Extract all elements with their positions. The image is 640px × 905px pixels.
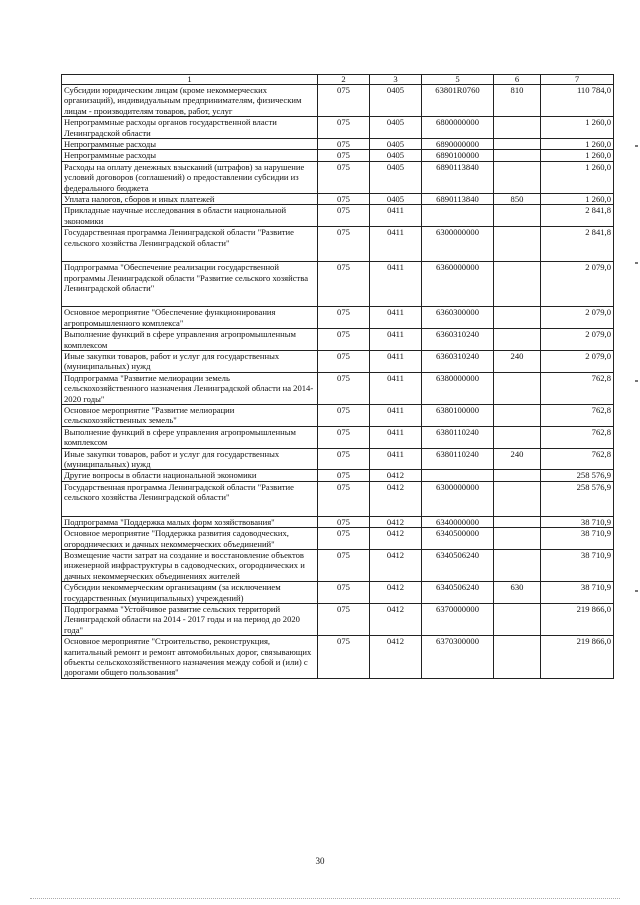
row-expense-type bbox=[494, 205, 541, 227]
row-expense-type: 810 bbox=[494, 85, 541, 117]
row-section: 0411 bbox=[370, 350, 422, 372]
row-gv: 075 bbox=[318, 117, 370, 139]
row-name: Иные закупки товаров, работ и услуг для государственных (муниципальных) нужд bbox=[62, 448, 318, 470]
row-section: 0412 bbox=[370, 470, 422, 481]
table-row bbox=[62, 139, 614, 150]
row-target-code: 6380110240 bbox=[422, 448, 494, 470]
scan-edge-mark bbox=[635, 380, 638, 382]
table-row bbox=[62, 516, 614, 527]
row-expense-type bbox=[494, 161, 541, 193]
table-row bbox=[62, 350, 614, 372]
row-target-code: 6340500000 bbox=[422, 528, 494, 550]
row-gv: 075 bbox=[318, 636, 370, 679]
table-row bbox=[62, 404, 614, 426]
row-gv: 075 bbox=[318, 481, 370, 516]
row-sum: 1 260,0 bbox=[541, 150, 614, 161]
row-sum: 2 841,8 bbox=[541, 205, 614, 227]
row-gv: 075 bbox=[318, 582, 370, 604]
row-sum: 38 710,9 bbox=[541, 582, 614, 604]
table-row bbox=[62, 227, 614, 262]
row-sum: 219 866,0 bbox=[541, 604, 614, 636]
row-section: 0412 bbox=[370, 604, 422, 636]
header-col-5: 5 bbox=[422, 75, 494, 85]
row-sum: 38 710,9 bbox=[541, 550, 614, 582]
table-row bbox=[62, 481, 614, 516]
row-gv: 075 bbox=[318, 448, 370, 470]
row-name: Субсидии юридическим лицам (кроме некоммерческих организаций), индивидуальным предпринимателям, физическим лицам - производителям товаров, работ, услуг bbox=[62, 85, 318, 117]
row-section: 0412 bbox=[370, 550, 422, 582]
row-name: Подпрограмма "Обеспечение реализации государственной программы Ленинградской области "Развитие сельского хозяйства Ленинградской области" bbox=[62, 262, 318, 307]
row-name: Основное мероприятие "Строительство, реконструкция, капитальный ремонт и ремонт автомобильных дорог, связывающих объекты сельскохозяйственного назначения между собой и (или) с дорогами общего пользования" bbox=[62, 636, 318, 679]
row-expense-type bbox=[494, 481, 541, 516]
scan-edge-mark bbox=[635, 145, 638, 147]
row-gv: 075 bbox=[318, 350, 370, 372]
table-row bbox=[62, 205, 614, 227]
row-target-code bbox=[422, 470, 494, 481]
table-row bbox=[62, 636, 614, 679]
header-col-6: 6 bbox=[494, 75, 541, 85]
row-expense-type: 850 bbox=[494, 194, 541, 205]
row-expense-type: 630 bbox=[494, 582, 541, 604]
header-col-7: 7 bbox=[541, 75, 614, 85]
row-sum: 762,8 bbox=[541, 372, 614, 404]
row-sum: 762,8 bbox=[541, 404, 614, 426]
row-expense-type: 240 bbox=[494, 350, 541, 372]
row-section: 0405 bbox=[370, 117, 422, 139]
row-sum: 2 079,0 bbox=[541, 350, 614, 372]
row-gv: 075 bbox=[318, 528, 370, 550]
row-expense-type bbox=[494, 636, 541, 679]
row-target-code: 6370300000 bbox=[422, 636, 494, 679]
row-name: Возмещение части затрат на создание и восстановление объектов инженерной инфраструктуры в садоводческих, огороднических и дачных некоммерческих объединениях жителей bbox=[62, 550, 318, 582]
row-expense-type bbox=[494, 150, 541, 161]
row-name: Подпрограмма "Развитие мелиорации земель сельскохозяйственного назначения Ленинградской области на 2014-2020 годы" bbox=[62, 372, 318, 404]
row-target-code: 63801R0760 bbox=[422, 85, 494, 117]
row-name: Непрограммные расходы bbox=[62, 150, 318, 161]
row-section: 0412 bbox=[370, 636, 422, 679]
row-gv: 075 bbox=[318, 404, 370, 426]
row-sum: 2 079,0 bbox=[541, 329, 614, 351]
row-name: Непрограммные расходы bbox=[62, 139, 318, 150]
row-sum: 110 784,0 bbox=[541, 85, 614, 117]
row-name: Другие вопросы в области национальной экономики bbox=[62, 470, 318, 481]
row-expense-type bbox=[494, 470, 541, 481]
row-gv: 075 bbox=[318, 150, 370, 161]
row-sum: 1 260,0 bbox=[541, 194, 614, 205]
row-section: 0411 bbox=[370, 307, 422, 329]
table-row bbox=[62, 604, 614, 636]
table-row bbox=[62, 117, 614, 139]
row-target-code: 6360310240 bbox=[422, 329, 494, 351]
row-name: Расходы на оплату денежных взысканий (штрафов) за нарушение условий договоров (соглашений) о предоставлении субсидии из федерального бюджета bbox=[62, 161, 318, 193]
budget-table bbox=[61, 74, 614, 679]
table-row bbox=[62, 329, 614, 351]
row-expense-type bbox=[494, 516, 541, 527]
row-target-code: 6360300000 bbox=[422, 307, 494, 329]
table-row bbox=[62, 528, 614, 550]
row-target-code: 6380000000 bbox=[422, 372, 494, 404]
table-row bbox=[62, 307, 614, 329]
row-section: 0411 bbox=[370, 448, 422, 470]
row-section: 0412 bbox=[370, 582, 422, 604]
row-expense-type bbox=[494, 262, 541, 307]
row-target-code: 6800000000 bbox=[422, 117, 494, 139]
row-section: 0405 bbox=[370, 161, 422, 193]
row-target-code: 6340000000 bbox=[422, 516, 494, 527]
row-target-code: 6890113840 bbox=[422, 161, 494, 193]
row-gv: 075 bbox=[318, 372, 370, 404]
row-name: Государственная программа Ленинградской области "Развитие сельского хозяйства Ленинградской области" bbox=[62, 227, 318, 262]
row-sum: 258 576,9 bbox=[541, 470, 614, 481]
row-expense-type bbox=[494, 426, 541, 448]
row-target-code: 6380110240 bbox=[422, 426, 494, 448]
row-name: Основное мероприятие "Обеспечение функционирования агропромышленного комплекса" bbox=[62, 307, 318, 329]
row-section: 0405 bbox=[370, 150, 422, 161]
table-row bbox=[62, 161, 614, 193]
row-gv: 075 bbox=[318, 516, 370, 527]
row-expense-type bbox=[494, 227, 541, 262]
row-gv: 075 bbox=[318, 227, 370, 262]
page-number: 30 bbox=[315, 856, 325, 866]
row-sum: 38 710,9 bbox=[541, 528, 614, 550]
row-target-code: 6890113840 bbox=[422, 194, 494, 205]
row-expense-type bbox=[494, 550, 541, 582]
row-gv: 075 bbox=[318, 161, 370, 193]
row-name: Подпрограмма "Поддержка малых форм хозяйствования" bbox=[62, 516, 318, 527]
header-col-3: 3 bbox=[370, 75, 422, 85]
table-row bbox=[62, 262, 614, 307]
row-expense-type: 240 bbox=[494, 448, 541, 470]
row-section: 0412 bbox=[370, 528, 422, 550]
table-row bbox=[62, 426, 614, 448]
row-gv: 075 bbox=[318, 205, 370, 227]
row-gv: 075 bbox=[318, 604, 370, 636]
row-target-code: 6890100000 bbox=[422, 150, 494, 161]
row-name: Подпрограмма "Устойчивое развитие сельских территорий Ленинградской области на 2014 - 2017 годы и на период до 2020 года" bbox=[62, 604, 318, 636]
table-row bbox=[62, 582, 614, 604]
row-gv: 075 bbox=[318, 194, 370, 205]
row-sum: 2 841,8 bbox=[541, 227, 614, 262]
row-expense-type bbox=[494, 307, 541, 329]
table-row bbox=[62, 550, 614, 582]
row-sum: 762,8 bbox=[541, 448, 614, 470]
row-gv: 075 bbox=[318, 550, 370, 582]
row-gv: 075 bbox=[318, 329, 370, 351]
row-target-code bbox=[422, 205, 494, 227]
row-expense-type bbox=[494, 372, 541, 404]
row-target-code: 6380100000 bbox=[422, 404, 494, 426]
row-sum: 2 079,0 bbox=[541, 307, 614, 329]
row-sum: 1 260,0 bbox=[541, 161, 614, 193]
row-target-code: 6360310240 bbox=[422, 350, 494, 372]
row-section: 0411 bbox=[370, 372, 422, 404]
row-gv: 075 bbox=[318, 139, 370, 150]
row-section: 0411 bbox=[370, 404, 422, 426]
row-sum: 258 576,9 bbox=[541, 481, 614, 516]
row-sum: 38 710,9 bbox=[541, 516, 614, 527]
row-name: Прикладные научные исследования в области национальной экономики bbox=[62, 205, 318, 227]
scan-footer-noise bbox=[30, 898, 620, 900]
row-section: 0411 bbox=[370, 205, 422, 227]
row-section: 0411 bbox=[370, 227, 422, 262]
row-name: Непрограммные расходы органов государственной власти Ленинградской области bbox=[62, 117, 318, 139]
row-name: Основное мероприятие "Поддержка развития садоводческих, огороднических и дачных некоммерческих объединений" bbox=[62, 528, 318, 550]
row-expense-type bbox=[494, 117, 541, 139]
row-expense-type bbox=[494, 329, 541, 351]
row-section: 0411 bbox=[370, 262, 422, 307]
header-col-2: 2 bbox=[318, 75, 370, 85]
row-name: Выполнение функций в сфере управления агропромышленным комплексом bbox=[62, 329, 318, 351]
row-gv: 075 bbox=[318, 307, 370, 329]
row-expense-type bbox=[494, 528, 541, 550]
row-section: 0405 bbox=[370, 139, 422, 150]
table-row bbox=[62, 150, 614, 161]
row-gv: 075 bbox=[318, 262, 370, 307]
table-row bbox=[62, 448, 614, 470]
row-name: Государственная программа Ленинградской области "Развитие сельского хозяйства Ленинградской области" bbox=[62, 481, 318, 516]
scan-edge-mark bbox=[635, 590, 638, 592]
row-name: Субсидии некоммерческим организациям (за исключением государственных (муниципальных) учреждений) bbox=[62, 582, 318, 604]
row-sum: 219 866,0 bbox=[541, 636, 614, 679]
table-header-row bbox=[62, 75, 614, 85]
row-gv: 075 bbox=[318, 426, 370, 448]
row-sum: 1 260,0 bbox=[541, 139, 614, 150]
row-gv: 075 bbox=[318, 85, 370, 117]
row-section: 0411 bbox=[370, 329, 422, 351]
table-row bbox=[62, 372, 614, 404]
table-row bbox=[62, 194, 614, 205]
row-target-code: 6890000000 bbox=[422, 139, 494, 150]
header-col-1: 1 bbox=[62, 75, 318, 85]
row-sum: 2 079,0 bbox=[541, 262, 614, 307]
row-target-code: 6340506240 bbox=[422, 582, 494, 604]
row-name: Основное мероприятие "Развитие мелиорации сельскохозяйственных земель" bbox=[62, 404, 318, 426]
scan-edge-mark bbox=[635, 262, 638, 264]
row-section: 0405 bbox=[370, 85, 422, 117]
row-name: Уплата налогов, сборов и иных платежей bbox=[62, 194, 318, 205]
row-section: 0411 bbox=[370, 426, 422, 448]
row-expense-type bbox=[494, 604, 541, 636]
row-section: 0412 bbox=[370, 481, 422, 516]
row-section: 0412 bbox=[370, 516, 422, 527]
row-sum: 1 260,0 bbox=[541, 117, 614, 139]
row-target-code: 6360000000 bbox=[422, 262, 494, 307]
table-row bbox=[62, 85, 614, 117]
row-sum: 762,8 bbox=[541, 426, 614, 448]
row-target-code: 6300000000 bbox=[422, 481, 494, 516]
row-name: Иные закупки товаров, работ и услуг для государственных (муниципальных) нужд bbox=[62, 350, 318, 372]
row-gv: 075 bbox=[318, 470, 370, 481]
table-row bbox=[62, 470, 614, 481]
row-target-code: 6300000000 bbox=[422, 227, 494, 262]
row-expense-type bbox=[494, 404, 541, 426]
row-expense-type bbox=[494, 139, 541, 150]
row-target-code: 6340506240 bbox=[422, 550, 494, 582]
row-target-code: 6370000000 bbox=[422, 604, 494, 636]
row-section: 0405 bbox=[370, 194, 422, 205]
row-name: Выполнение функций в сфере управления агропромышленным комплексом bbox=[62, 426, 318, 448]
